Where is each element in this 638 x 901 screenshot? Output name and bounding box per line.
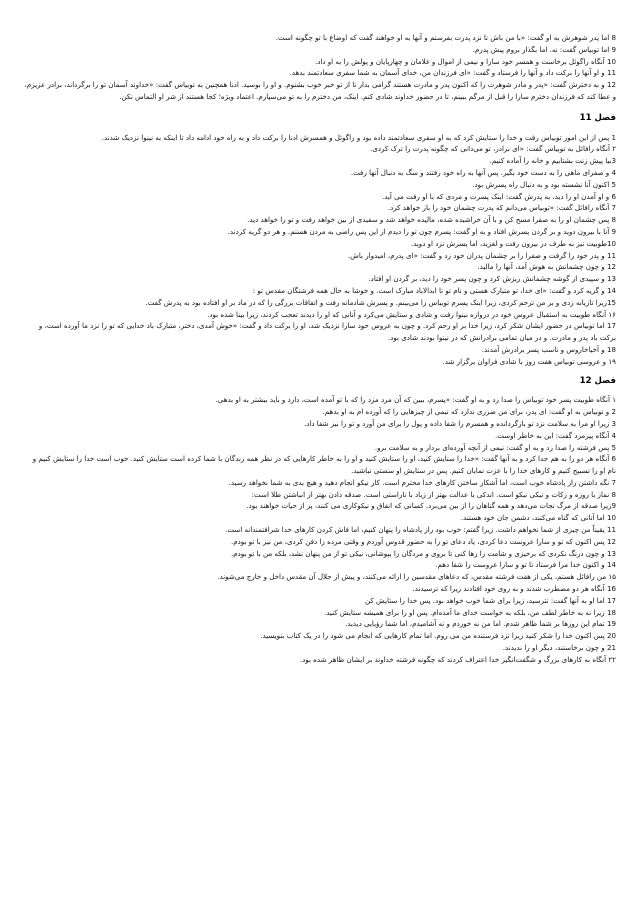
verse: 11 و پدر خود را گرفت و صفرا را بر چشمان پدران خود زد و گفت: «ای پدرم، امیدوار باش. — [347, 250, 616, 260]
verse: 13 و چون درنگ نکردی که برخیزی و شامت را رها کنی تا بروی و مردگان را بپوشانی، نیکی تو از من پنهان نشد، بلکه من با تو بودم. — [230, 548, 616, 558]
verse: 8 پس چشمان او را به صفرا مسح کن و با آن خراشیده شده، مالیده خواهد شد و سفیدی از بین خواهد رفت و تو را خواهد دید. — [247, 215, 616, 225]
verse: 8 اما پدر شوهرش به او گفت: «با من باش تا نزد پدرت بفرستم و آنها به او خواهند گفت که اوضاع با تو چگونه است. — [275, 33, 616, 42]
verse: 14 و گریه کرد و گفت: «ای خدا، تو متبارک هستی و نام تو تا ابدالاباد مبارک است. و خوشا به حال همه فرشتگان مقدس تو : — [252, 285, 616, 295]
verse: 5 اکنون آنا نشسته بود و به دنبال راه پسرش بود. — [472, 179, 616, 189]
verse: 15زیرا تازیانه زدی و بر من ترحم کردی، زیرا اینک پسرم توبیاس را می‌بینم. و پسرش شادمانه رفت و اتفاقات بزرگی را که در ماد بر او افتاده بود به پدرش گفت. — [145, 297, 616, 307]
verse: 18 زیرا نه به خاطر لطف من، بلکه به خواست خدای ما آمده‌ام. پس او را برای همیشه ستایش کنید. — [323, 607, 616, 617]
verse: 2 و توبیاس به او گفت: ای پدر، برای من ضرری ندارد که نیمی از چیزهایی را که آورده ام به او بدهم. — [322, 407, 616, 417]
verse: ۲۲ آنگاه به کارهای بزرگ و شگفت‌انگیز خدا اعتراف کردند که چگونه فرشته خداوند بر ایشان ظاهر شده بود. — [299, 654, 616, 664]
verse: ۱۶ آنگاه طوبیت به استقبال عروس خود در دروازه نینوا رفت و شادی و ستایش می‌کرد و آنانی که او را دیدند تعجب کردند، زیرا بینا شده بود. — [207, 309, 616, 319]
verse: 11 یقیناً من چیزی از شما نخواهم داشت. زیرا گفتم: خوب بود راز پادشاه را پنهان کنیم، اما فاش کردن کارهای خدا شرافتمندانه است. — [225, 525, 616, 535]
verse: 6 و او آمدن او را دید، به پدرش گفت: اینک پسرت و مردی که با او رفت می آید. — [381, 191, 616, 201]
verse: 18 و آخیاخاروس و ناسب پسر برادرش آمدند. — [481, 344, 616, 354]
verse: 19 تمام این روزها بر شما ظاهر شدم. اما من نه خوردم و نه آشامیدم، اما شما رؤیایی دیدید. — [344, 619, 616, 629]
verse: 17 اما توبیاس در حضور ایشان شکر کرد، زیرا خدا بر او رحم کرد. و چون به عروس خود سارا نزدیک شد، او را برکت داد و گفت: «خوش آمدی، دختر، متبارک باد خدایی که تو را نزد ما آورده است، و برکت باد پدر و مادرت. و در میان تمامی برادرانش که در نینوا بودند شادی بود. — [38, 321, 616, 343]
verse: 1 پس از این امور توبیاس رفت و خدا را ستایش کرد که به او سفری سعادتمند داده بود و راگوئل و همسرش ادنا را برکت داد و به راه خود ادامه داد تا اینکه به نینوا نزدیک شدند. — [101, 132, 616, 142]
verse: 21 و چون برخاستند، دیگر او را ندیدند. — [502, 643, 616, 653]
verse: ۱۵ من رافائل هستم، یکی از هفت فرشته مقدس، که دعاهای مقدسین را ارائه می‌کنند، و پیش از جلال آن مقدس داخل و خارج می‌شوند. — [217, 572, 616, 582]
chapter-11-verses — [22, 132, 616, 368]
verse: 10 آنگاه راگوئل برخاست و همسر خود سارا و نیمی از اموال و غلامان و چهارپایان و پولش را به او داد. — [314, 56, 616, 66]
verse: 20 پس اکنون خدا را شکر کنید زیرا نزد فرستنده من می روم. اما تمام کارهایی که انجام می شود را در یک کتاب بنویسید. — [260, 631, 616, 641]
verse: 4 و صفرای ماهی را به دست خود بگیر. پس آنها به راه خود رفتند و سگ به دنبال آنها رفت. — [350, 167, 616, 177]
verse: 9 اما توبیاس گفت: نه. اما بگذار بروم پیش پدرم. — [472, 44, 616, 54]
verse: 10طوبیت نیز به طرف در بیرون رفت و لغزید، اما پسرش نزد او دوید. — [410, 238, 616, 248]
verse: 12 و چون چشمانش به هوش آمد، آنها را مالید. — [477, 262, 616, 272]
verse: 17 اما او به آنها گفت: نترسید، زیرا برای شما خوب خواهد بود. پس خدا را ستایش کن — [365, 595, 616, 605]
document-page — [22, 32, 616, 666]
verse: ۲ آنگاه رافائل به توبیاس گفت: «ای برادر، تو می‌دانی که چگونه پدرت را ترک کردی. — [370, 144, 616, 154]
top-verses — [22, 32, 616, 103]
verse: 6 آنگاه هر دو را به هم جدا کرد و به آنها گفت: «خدا را ستایش کنید، او را ستایش کنید و او را به خاطر کارهایی که در نظر همه زندگان با شما کرده است ستایش کنید. خوب است خدا را ستایش کنیم و نام او را تسبیح کنیم و کارهای خدا را با عزت نمایان کنیم. پس در ستایش او سستی نباشید. — [32, 454, 616, 476]
verse: ۱ آنگاه طوبیت پسر خود توبیاس را صدا زد و به او گفت: «پسرم، ببین که آن مرد مزد را که با تو آمده است، دارد و باید بیشتر به او بدهی. — [215, 395, 616, 405]
verse: 7 نگه داشتن راز پادشاه خوب است، اما آشکار ساختن کارهای خدا محترم است. کار نیکو انجام دهید و هیچ بدی به شما نخواهد رسید. — [228, 477, 616, 487]
verse: 7 آنگاه رافائل گفت: «توبیاس می‌دانم که پدرت چشمان خود را باز خواهد کرد. — [387, 203, 616, 213]
verse: 12 پس اکنون که تو و سارا عروست دعا کردی، یاد دعای تو را به حضور قدوس آوردم و وقتی مرده را دفن کردی، من نیز با تو بودم. — [230, 536, 616, 546]
chapter-12-heading: فصل 12 — [579, 375, 616, 386]
verse: 9زیرا صدقه از مرگ نجات می‌دهد و همه گناهان را از بین می‌برد. کسانی که انفاق و نیکوکاری می کنند، پر از حیات خواهند بود. — [246, 501, 616, 511]
verse: 9 آنا با بیرون دوید و بر گردن پسرش افتاد و به او گفت: پسرم چون تو را دیدم از این پس راضی به مردن هستم. و هر دو گریه کردند. — [227, 226, 616, 236]
verse: 10 اما آنانی که گناه می‌کنند، دشمن جان خود هستند. — [460, 513, 616, 523]
chapter-12-verses — [22, 394, 616, 665]
verse: 13 و سپیدی از گوشه چشمانش ریزش کرد و چون پسر خود را دید، بر گردن او افتاد. — [368, 274, 616, 284]
verse: 5 پس فرشته را صدا زد و به او گفت: نیمی از آنچه آورده‌ای بردار و به سلامت برو. — [374, 442, 616, 452]
verse: ۱۹ و عروسی توبیاس هفت روز با شادی فراوان برگزار شد. — [442, 356, 616, 366]
verse: 8 نماز با روزه و زکات و نیکی نیکو است. اندکی با عدالت بهتر از زیاد با ناراستی است. صدقه دادن بهتر از انباشتن طلا است: — [251, 489, 616, 499]
verse: 3 زیرا او مرا به سلامت نزد تو بازگردانده و همسرم را شفا داده و پول را برای من آورد و تو را نیز شفا داد. — [304, 418, 616, 428]
verse: 11 و او آنها را برکت داد و آنها را فرستاد و گفت: «ای فرزندان من، خدای آسمان به شما سفری سعادتمند بدهد. — [289, 68, 616, 78]
verse: 12 و به دخترش گفت: «پدر و مادر شوهرت را که اکنون پدر و مادرت هستند گرامی بدار تا از تو خبر خوب بشنوم. و او را بوسید. ادنا همچنین به توبیاس گفت: «خداوند آسمان تو را برگرداند، برادر عزیزم، و عطا کند که فرزندان دخترم سارا را قبل از مرگم ببینم، تا در حضور خداوند شادی کنم. اینک، من دخترم را به تو می‌سپارم. اعتماد ویژه؛ کجا هستند از شر او التماس نکن. — [24, 80, 616, 101]
verse: 14 و اکنون خدا مرا فرستاد تا تو و سارا عروست را شفا دهم. — [435, 560, 616, 570]
chapter-11-heading: فصل 11 — [579, 112, 616, 123]
verse: 3بیا پیش زنت بشتابیم و خانه را آماده کنیم. — [489, 156, 616, 166]
verse: 4 آنگاه پیرمرد گفت: این به خاطر اوست. — [494, 430, 616, 440]
verse: 16 آنگاه هر دو مضطرب شدند و به روی خود افتادند زیرا که ترسیدند. — [412, 584, 616, 594]
